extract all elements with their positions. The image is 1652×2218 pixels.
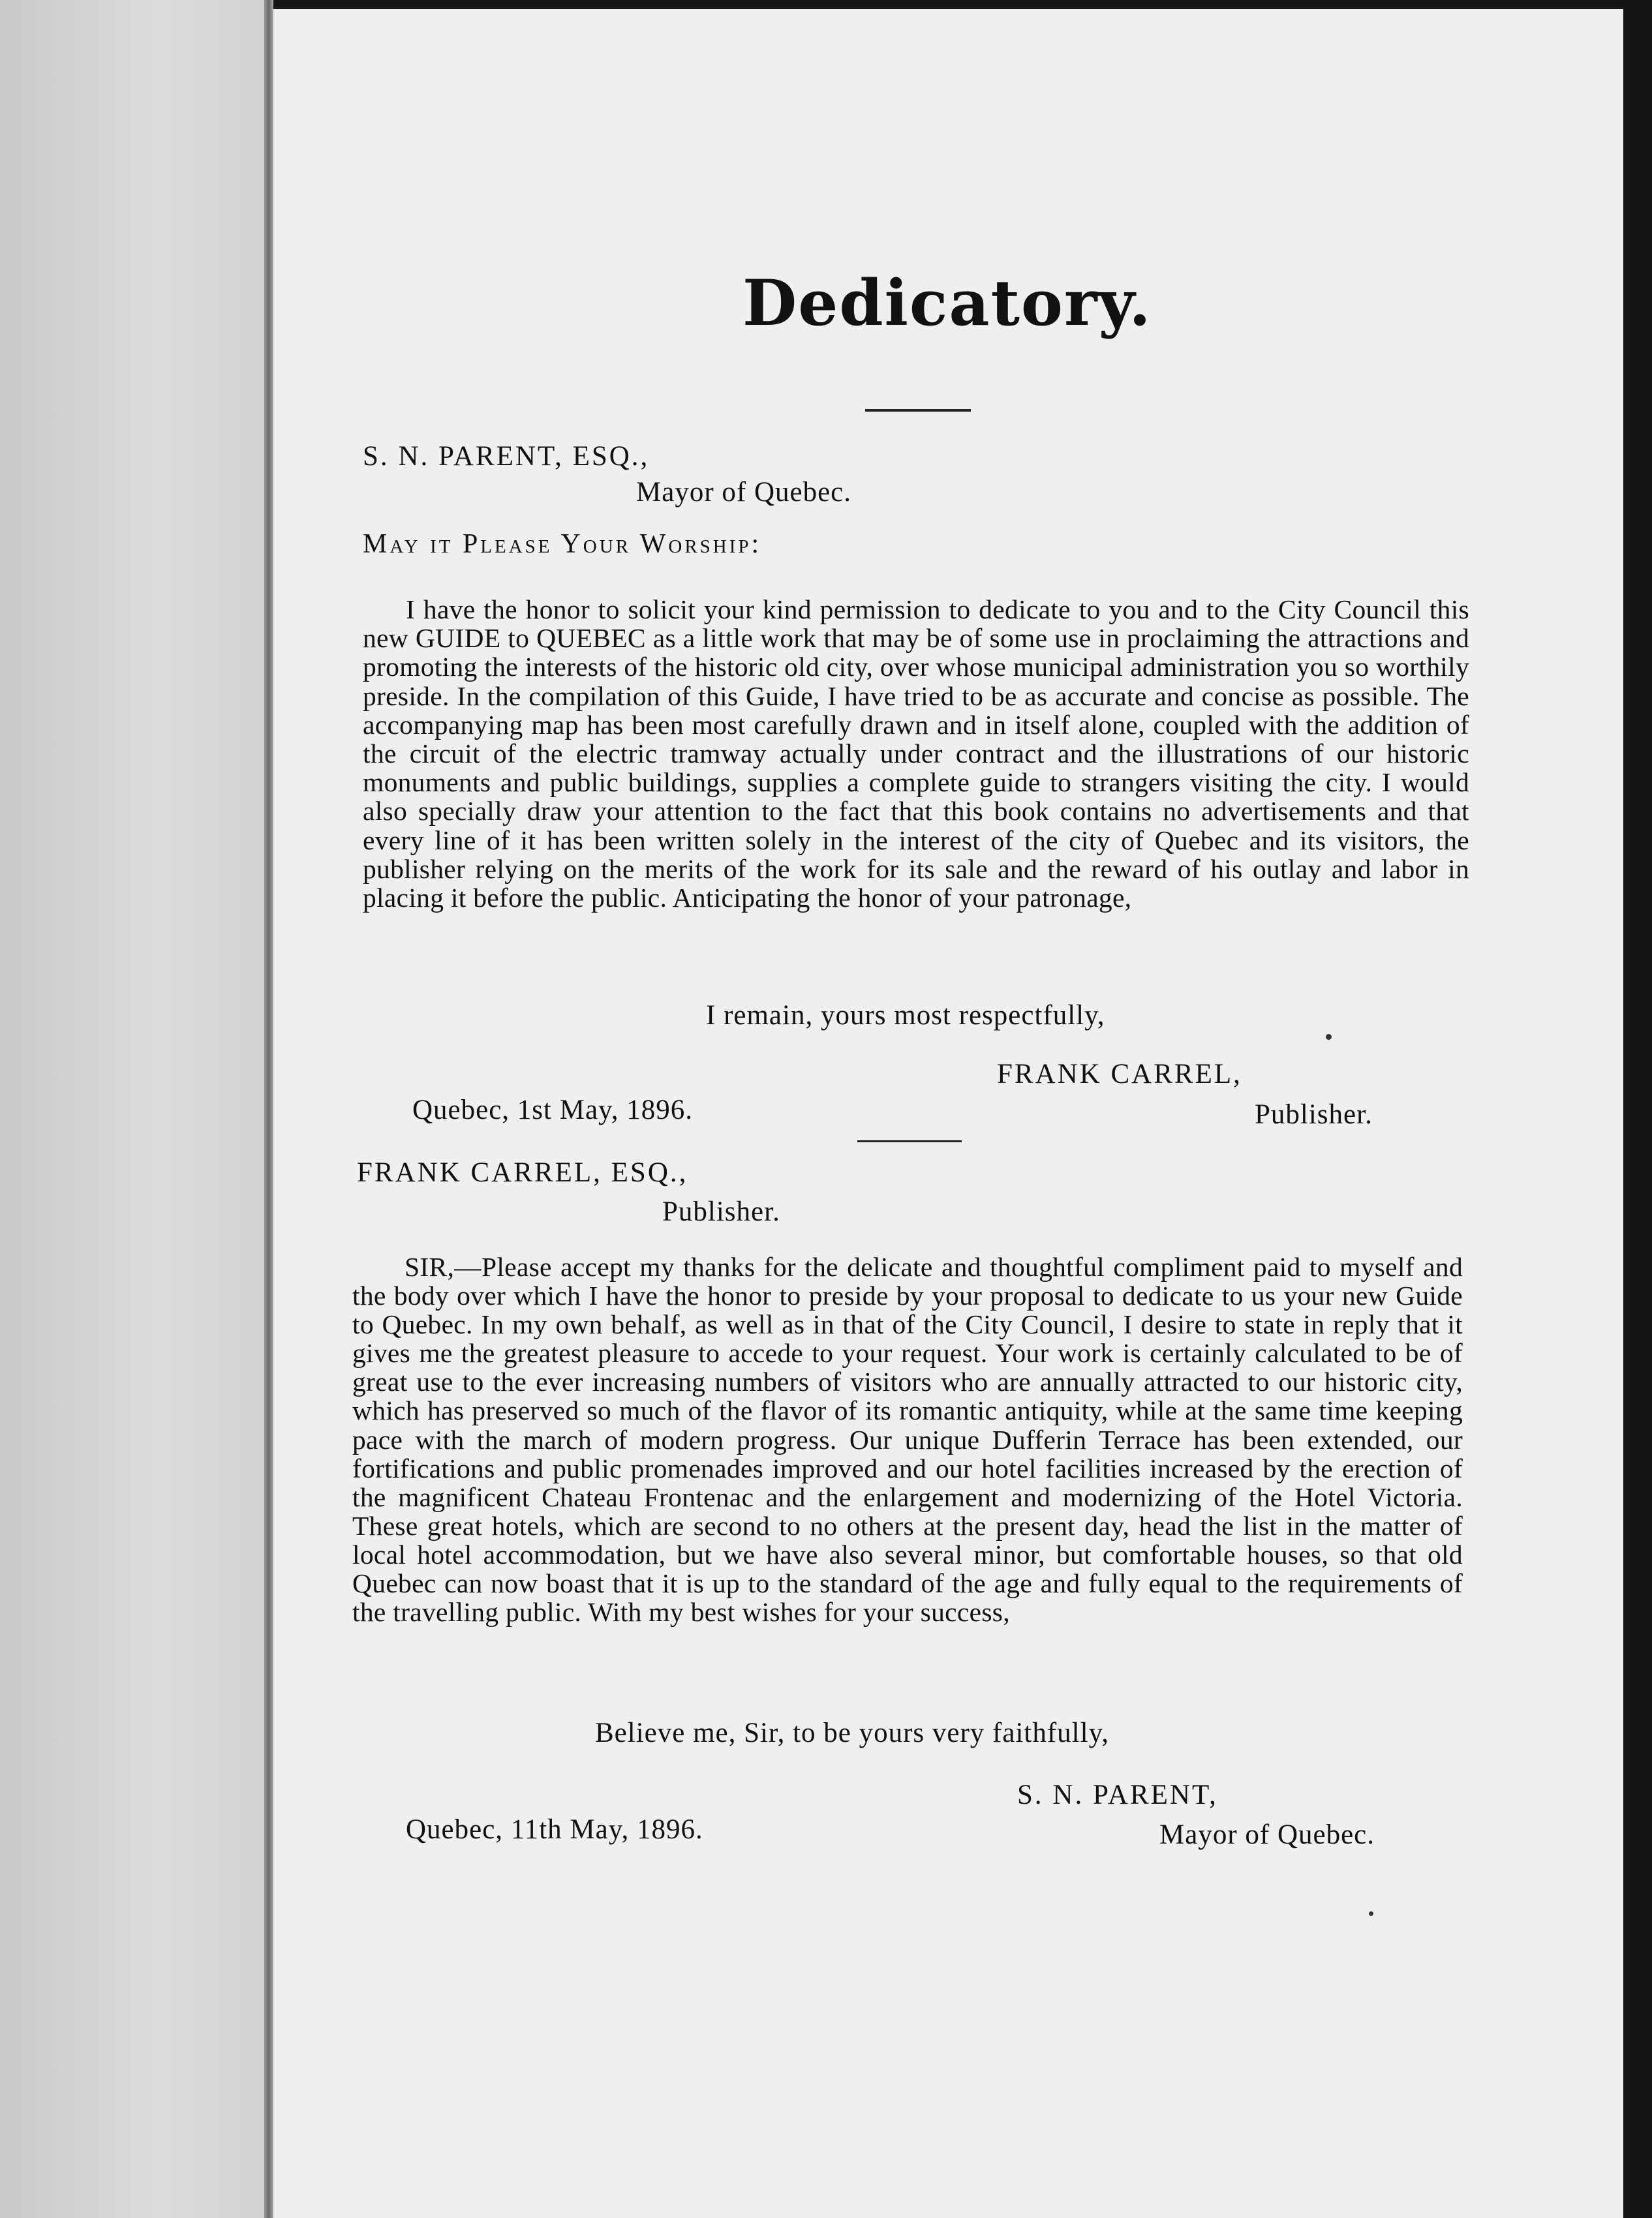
letter1-addressee-title: Mayor of Quebec. [636, 477, 852, 508]
letters-divider [857, 1140, 962, 1142]
book-gutter [264, 0, 273, 2218]
letter1-signature: FRANK CARREL, [997, 1059, 1242, 1089]
speck-mark-2 [1369, 1911, 1373, 1916]
title-divider [865, 409, 971, 412]
left-page-edge [0, 0, 268, 2218]
letter1-date: Quebec, 1st May, 1896. [412, 1095, 694, 1125]
letter1-signature-title: Publisher. [1255, 1099, 1373, 1130]
letter2-body: SIR,—Please accept my thanks for the delicate and thoughtful compliment paid to myself and the body over which I have the honor to preside by your proposal to dedicate to us your new Guide to Quebec. In my own behalf, as well as in that of the City Council, I desire to state in reply that it gives me the greatest pleasure to accede to your request. Your work is certainly calculated to be of great use to the ever increasing numbers of visitors who are annually attracted to our historic city, which has preserved so much of the flavor of its romantic antiquity, while at the same time keeping pace with the march of modern progress. Our unique Dufferin Terrace has been extended, our fortifications and public promenades improved and our hotel facilities increased by the erection of the magnificent Chateau Frontenac and the enlargement and modernizing of the Hotel Victoria. These great hotels, which are second to no others at the present day, head the list in the matter of local hotel accommodation, but we have also several minor, but comfortable houses, so that old Quebec can now boast that it is up to the standard of the age and fully equal to the requirements of the travelling public. With my best wishes for your success, [352, 1252, 1463, 1628]
letter1-body: I have the honor to solicit your kind permission to dedicate to you and to the City Council this new GUIDE to QUEBEC as a little work that may be of some use in proclaiming the attractions and promoting the interests of the historic old city, over whose municipal administration you so worthily preside. In the compilation of this Guide, I have tried to be as accurate and concise as possible. The accompanying map has been most carefully drawn and in itself alone, coupled with the addition of the circuit of the electric tramway actually under contract and the illustrations of our historic monuments and public buildings, supplies a complete guide to strangers visiting the city. I would also specially draw your attention to the fact that this book contains no advertisements and that every line of it has been written solely in the interest of the city of Quebec and its visitors, the publisher relying on the merits of the work for its sale and the reward of his outlay and labor in placing it before the public. Anticipating the honor of your patronage, [363, 594, 1469, 913]
letter2-signature: S. N. PARENT, [1017, 1780, 1218, 1810]
letter2-addressee-name: FRANK CARREL, ESQ., [357, 1157, 688, 1188]
letter2-addressee-title: Publisher. [662, 1196, 780, 1227]
page-title: Dedicatory. [742, 266, 1152, 340]
letter2-date: Quebec, 11th May, 1896. [406, 1814, 703, 1845]
speck-mark [1326, 1034, 1332, 1040]
letter2-closing: Believe me, Sir, to be yours very faithfully, [595, 1718, 1110, 1748]
letter1-addressee-name: S. N. PARENT, ESQ., [363, 441, 650, 472]
letter1-salutation: May it Please Your Worship: [363, 529, 762, 559]
letter1-closing: I remain, yours most respectfully, [706, 1000, 1105, 1031]
letter2-signature-title: Mayor of Quebec. [1159, 1819, 1375, 1850]
